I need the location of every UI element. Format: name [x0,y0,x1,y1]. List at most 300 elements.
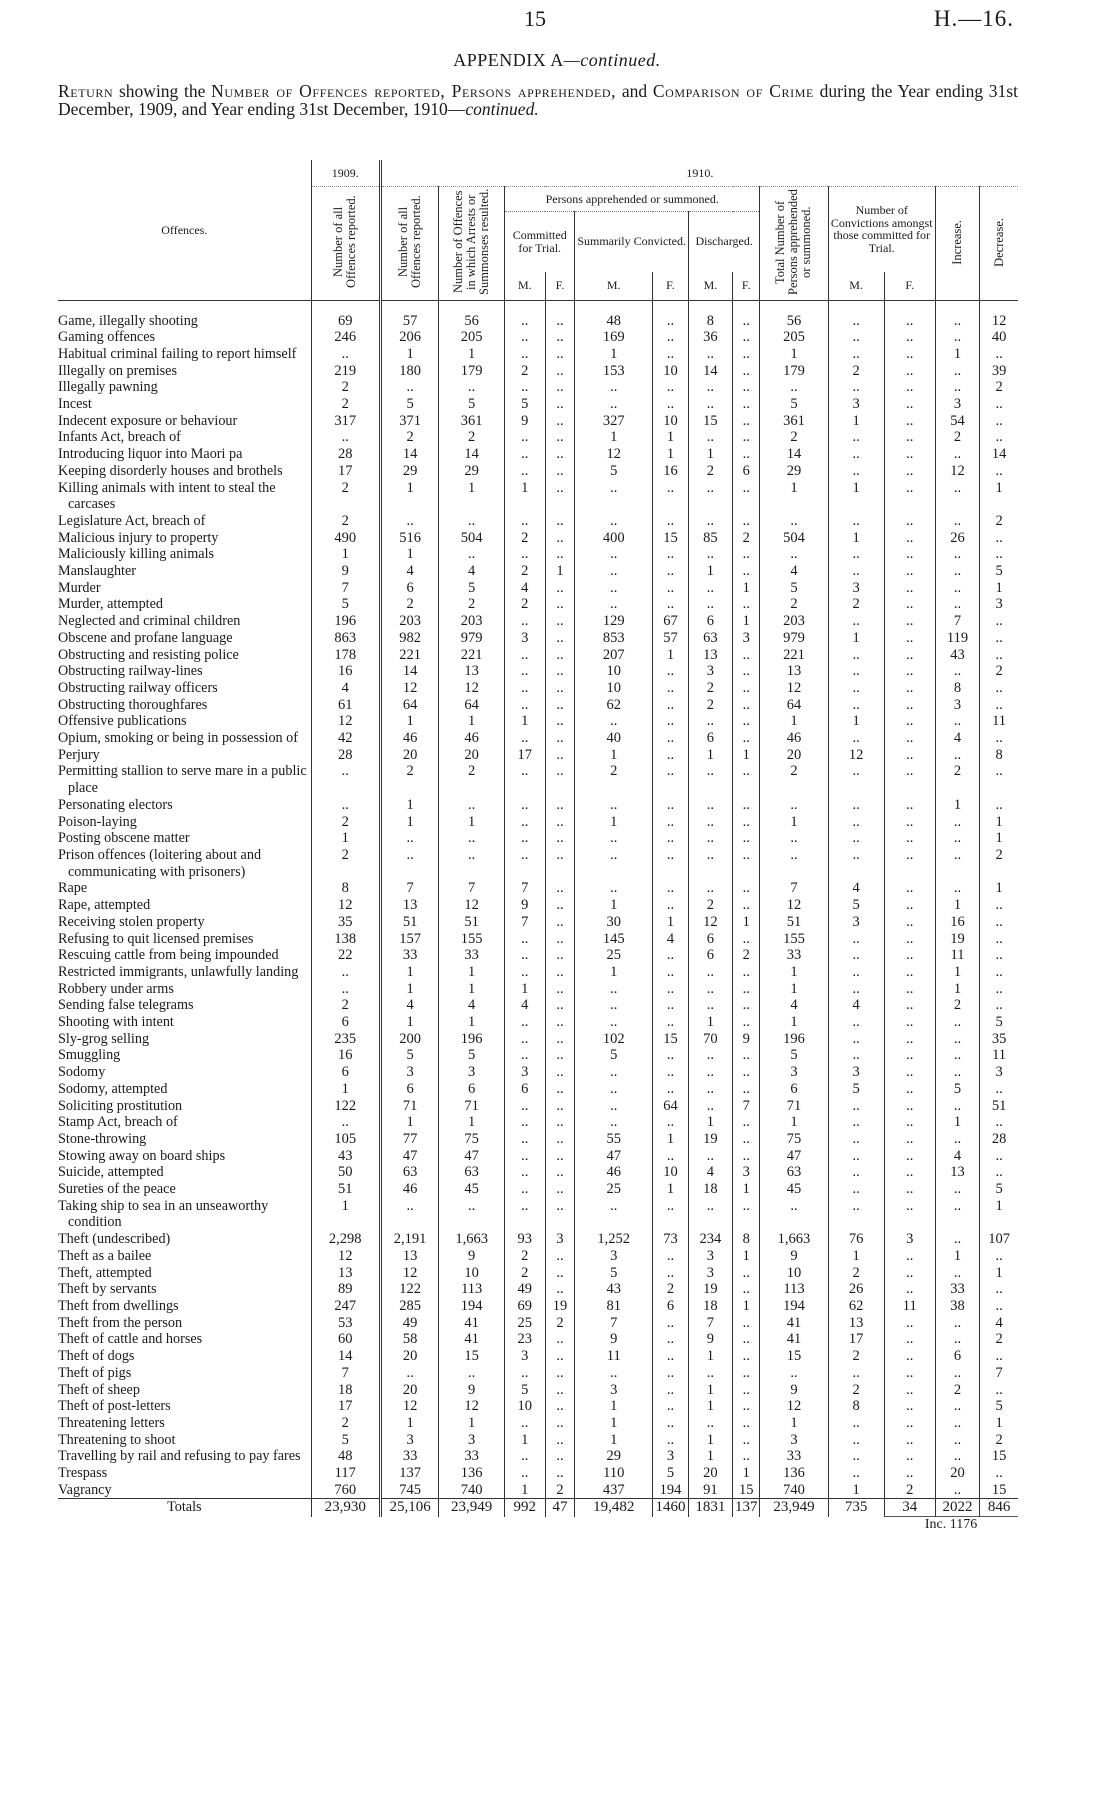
total-persons: 9 [760,1382,828,1399]
summarily-m: 55 [575,1131,653,1148]
table-row [58,1064,1018,1081]
discharged-f: .. [733,847,760,880]
summarily-m: 1 [575,814,653,831]
offence-name: Stowing away on board ships [58,1147,226,1164]
table-row [58,1348,1018,1365]
committed-f: .. [545,446,575,463]
convictions-f: .. [884,947,935,964]
discharged-m: 1 [688,1448,732,1465]
table-row [58,1382,1018,1399]
summarily-m: 207 [575,647,653,664]
increase: 20 [935,1465,979,1482]
arrests-count: .. [439,1198,505,1231]
summarily-m: .. [575,880,653,897]
summarily-f: .. [653,814,689,831]
summarily-f: 57 [653,630,689,647]
reported-1910: 1 [380,814,439,831]
reported-1909: 6 [311,1064,380,1081]
discharged-f: .. [733,997,760,1014]
increase: .. [935,1014,979,1031]
discharged-m: .. [688,1098,732,1115]
convictions-f: .. [884,329,935,346]
return-subject: Number of Offences reported, Persons apprehended, [211,81,617,101]
reported-1909-header: Number of all Offences reported. [311,187,380,301]
convictions-f: .. [884,1181,935,1198]
committed-f: .. [545,546,575,563]
committed-m: 49 [505,1281,546,1298]
return-prefix: Return [58,81,114,101]
reported-1910: 77 [380,1131,439,1148]
increase: 26 [935,530,979,547]
offence-name: Malicious injury to property [58,529,219,546]
arrests-count: 1 [439,480,505,513]
summarily-m: 29 [575,1448,653,1465]
convictions-f: .. [884,964,935,981]
offence-name: Trespass [58,1465,108,1482]
discharged-m: 19 [688,1131,732,1148]
summarily-f: .. [653,563,689,580]
decrease: .. [980,964,1018,981]
discharged-m: 1 [688,1432,732,1449]
committed-f: .. [545,329,575,346]
convictions-m: 2 [828,596,884,613]
total-persons: 4 [760,563,828,580]
reported-1910: 180 [380,363,439,380]
year-1909-header: 1909. [311,160,380,187]
decrease-header: Decrease. [980,187,1018,301]
discharged-f: .. [733,313,760,330]
reported-1909: 42 [311,730,380,747]
convictions-f: .. [884,730,935,747]
convictions-m: .. [828,1448,884,1465]
convictions-f: .. [884,1398,935,1415]
convictions-m: 1 [828,413,884,430]
convictions-f: .. [884,647,935,664]
reported-1909: 246 [311,329,380,346]
table-row [58,563,1018,580]
committed-f: .. [545,1031,575,1048]
discharged-f: .. [733,964,760,981]
increase: 1 [935,897,979,914]
committed-m: 6 [505,1081,546,1098]
summarily-f: .. [653,1114,689,1131]
committed-f: .. [545,931,575,948]
decrease: .. [980,947,1018,964]
increase: .. [935,363,979,380]
reported-1909: 2 [311,480,380,513]
reported-1910: .. [380,379,439,396]
discharged-m: 8 [688,313,732,330]
offence-name: Threatening letters [58,1414,165,1431]
discharged-m: .. [688,346,732,363]
discharged-m: .. [688,964,732,981]
total-committed-m: 992 [505,1499,546,1517]
committed-m: 7 [505,914,546,931]
reported-1910: 1 [380,964,439,981]
convictions-m: 5 [828,1081,884,1098]
increase: .. [935,1098,979,1115]
reported-1910: 12 [380,1265,439,1282]
reported-1909: 60 [311,1331,380,1348]
offence-name: Poison-laying [58,813,137,830]
summarily-f: .. [653,1331,689,1348]
increase: .. [935,329,979,346]
offence-name: Rape [58,880,88,897]
committed-m: .. [505,663,546,680]
committed-f: .. [545,730,575,747]
return-text-3: during the Year ending 31st December, 1909, and Year ending 31st December, 1910— [58,81,1018,119]
convictions-m: .. [828,546,884,563]
reported-1909: 14 [311,1348,380,1365]
summarily-f: 1 [653,647,689,664]
convictions-m: 1 [828,1482,884,1499]
appendix-title [0,50,1114,71]
summarily-m: 129 [575,613,653,630]
decrease: 2 [980,1432,1018,1449]
offence-name: Rape, attempted [58,897,151,914]
decrease: .. [980,1298,1018,1315]
decrease: 2 [980,847,1018,880]
total-persons: 1 [760,1415,828,1432]
return-comparison: Comparison of Crime [652,81,814,101]
increase: 3 [935,396,979,413]
increase: .. [935,747,979,764]
discharged-f: .. [733,1331,760,1348]
discharged-f: 7 [733,1098,760,1115]
reported-1909: 4 [311,680,380,697]
discharged-f: .. [733,1281,760,1298]
increase: .. [935,1181,979,1198]
arrests-count: 1 [439,1114,505,1131]
arrests-count: 15 [439,1348,505,1365]
arrests-count: 33 [439,1448,505,1465]
convictions-m: .. [828,1031,884,1048]
table-row [58,697,1018,714]
offence-name: Perjury [58,746,100,763]
committed-f: .. [545,313,575,330]
discharged-f: 8 [733,1231,760,1248]
convictions-f: .. [884,880,935,897]
convictions-m: 5 [828,897,884,914]
discharged-f: 9 [733,1031,760,1048]
total-persons: .. [760,847,828,880]
decrease: .. [980,697,1018,714]
offence-name: Offensive publications [58,713,187,730]
reported-1910: 5 [380,1047,439,1064]
summarily-f: 1 [653,1131,689,1148]
summarily-m: .. [575,1081,653,1098]
reported-1910: 200 [380,1031,439,1048]
discharged-f: .. [733,1014,760,1031]
convictions-m: .. [828,1148,884,1165]
arrests-count: 205 [439,329,505,346]
total-persons: .. [760,379,828,396]
reported-1909: 117 [311,1465,380,1482]
discharged-m: .. [688,797,732,814]
increase: 4 [935,1148,979,1165]
decrease: 1 [980,480,1018,513]
committed-m: .. [505,1031,546,1048]
committed-m: 3 [505,630,546,647]
convictions-m: .. [828,964,884,981]
convictions-m: 4 [828,880,884,897]
table-header [58,160,1018,300]
convictions-m: .. [828,563,884,580]
committed-m: .. [505,830,546,847]
arrests-count: .. [439,1365,505,1382]
summarily-m: .. [575,563,653,580]
convictions-m: .. [828,830,884,847]
summarily-f: .. [653,513,689,530]
discharged-m: .. [688,1148,732,1165]
committed-f: .. [545,429,575,446]
summarily-f: 1 [653,429,689,446]
discharged-m: 6 [688,947,732,964]
convictions-m: .. [828,613,884,630]
convictions-f: .. [884,814,935,831]
convictions-f: .. [884,1348,935,1365]
summarily-f: .. [653,596,689,613]
reported-1910: 12 [380,1398,439,1415]
reported-1910: 14 [380,663,439,680]
total-persons: 1 [760,1114,828,1131]
reported-1910: 33 [380,947,439,964]
offence-name: Shooting with intent [58,1014,174,1031]
committed-f: F. [545,272,575,300]
committed-f: .. [545,630,575,647]
summarily-f: 1 [653,1181,689,1198]
convictions-f: .. [884,763,935,796]
committed-m: 3 [505,1064,546,1081]
arrests-count: 740 [439,1482,505,1499]
discharged-m: .. [688,713,732,730]
return-continued: continued. [465,99,539,119]
discharged-f: .. [733,546,760,563]
arrests-count: 7 [439,880,505,897]
reported-1909: 5 [311,596,380,613]
arrests-count: 3 [439,1064,505,1081]
discharged-f: .. [733,713,760,730]
convictions-m: .. [828,463,884,480]
total-persons: 3 [760,1064,828,1081]
table-row [58,1365,1018,1382]
committed-f: .. [545,1081,575,1098]
increase: .. [935,580,979,597]
discharged-m: .. [688,596,732,613]
convictions-f: .. [884,580,935,597]
summarily-m: 81 [575,1298,653,1315]
reported-1909: 13 [311,1265,380,1282]
summarily-m: 1,252 [575,1231,653,1248]
discharged-m: .. [688,997,732,1014]
increase: .. [935,663,979,680]
table-row [58,313,1018,330]
reported-1910: .. [380,513,439,530]
total-persons: 63 [760,1164,828,1181]
increase: .. [935,1198,979,1231]
decrease: 1 [980,814,1018,831]
committed-m: .. [505,1114,546,1131]
decrease: 1 [980,830,1018,847]
decrease: .. [980,346,1018,363]
summarily-m: 1 [575,964,653,981]
committed-f: .. [545,1064,575,1081]
summarily-m: .. [575,1014,653,1031]
total-persons: 1 [760,480,828,513]
summarily-m: .. [575,1114,653,1131]
summarily-f: .. [653,897,689,914]
summarily-f: .. [653,1365,689,1382]
committed-m: 2 [505,563,546,580]
reported-1909: 1 [311,1081,380,1098]
offences-table [58,160,1018,1534]
reported-1910: 6 [380,580,439,597]
arrests-count: 2 [439,763,505,796]
decrease: 12 [980,313,1018,330]
committed-f: .. [545,1465,575,1482]
offence-name: Illegally pawning [58,379,158,396]
totals-label: Totals [58,1499,311,1517]
summarily-f: .. [653,964,689,981]
table-row [58,1098,1018,1115]
total-persons: 33 [760,947,828,964]
discharged-m: 18 [688,1298,732,1315]
offence-name: Obstructing and resisting police [58,646,239,663]
convictions-m: .. [828,797,884,814]
committed-f: .. [545,947,575,964]
summarily-f: 16 [653,463,689,480]
committed-m: .. [505,1198,546,1231]
offence-name: Permitting stallion to serve mare in a public place [58,763,307,797]
offence-name: Theft (undescribed) [58,1231,171,1248]
arrests-count: 155 [439,931,505,948]
offence-name: Sureties of the peace [58,1181,176,1198]
convictions-f: .. [884,1064,935,1081]
increase: .. [935,379,979,396]
committed-m: .. [505,964,546,981]
decrease: 7 [980,1365,1018,1382]
committed-f: .. [545,1348,575,1365]
decrease: .. [980,463,1018,480]
arrests-count: 12 [439,680,505,697]
discharged-f: .. [733,647,760,664]
convictions-f: .. [884,1281,935,1298]
reported-1910: 2 [380,596,439,613]
reported-1910: 157 [380,931,439,948]
decrease: 3 [980,1064,1018,1081]
summarily-f: .. [653,1432,689,1449]
increase: 1 [935,1248,979,1265]
committed-f: .. [545,797,575,814]
arrests-count: 51 [439,914,505,931]
discharged-m: 2 [688,463,732,480]
discharged-m: M. [688,272,732,300]
arrests-count: 46 [439,730,505,747]
decrease: 4 [980,1315,1018,1332]
summarily-f: .. [653,880,689,897]
summarily-f: .. [653,313,689,330]
convictions-f: .. [884,997,935,1014]
summarily-m: .. [575,1198,653,1231]
committed-f: .. [545,1098,575,1115]
decrease: 11 [980,1047,1018,1064]
increase: 2 [935,997,979,1014]
total-discharged-f: 137 [733,1499,760,1517]
increase: .. [935,596,979,613]
reported-1910: 1 [380,713,439,730]
totals-row [58,1499,1018,1517]
convictions-m: .. [828,663,884,680]
offence-name: Obscene and profane language [58,629,233,646]
reported-1909: 2 [311,513,380,530]
reported-1910: 4 [380,563,439,580]
convictions-f: 2 [884,1482,935,1499]
offence-name: Theft as a bailee [58,1247,152,1264]
table-row [58,1198,1018,1231]
offence-name: Murder, attempted [58,596,164,613]
reported-1910: 51 [380,914,439,931]
total-persons: 12 [760,1398,828,1415]
total-persons: 41 [760,1331,828,1348]
reported-1909: 2 [311,379,380,396]
table-row [58,763,1018,796]
decrease: 1 [980,1415,1018,1432]
convictions-f: .. [884,463,935,480]
convictions-f: .. [884,931,935,948]
reported-1909: 16 [311,663,380,680]
increase-header: Increase. [935,187,979,301]
total-reported-1910: 25,106 [380,1499,439,1517]
committed-m: .. [505,931,546,948]
increase: 12 [935,463,979,480]
reported-1910: 2 [380,429,439,446]
convictions-m: .. [828,1432,884,1449]
committed-f: .. [545,713,575,730]
summarily-f: .. [653,329,689,346]
discharged-m: .. [688,396,732,413]
increase: .. [935,513,979,530]
summarily-f: .. [653,1148,689,1165]
arrests-count: .. [439,830,505,847]
table-row [58,1114,1018,1131]
reported-1910: 49 [380,1315,439,1332]
summarily-f: .. [653,1315,689,1332]
convictions-f: .. [884,1448,935,1465]
committed-m: 2 [505,1265,546,1282]
net-increase: Inc. 1176 [884,1517,1018,1534]
discharged-f: .. [733,429,760,446]
reported-1909: 247 [311,1298,380,1315]
total-summarily-m: 19,482 [575,1499,653,1517]
summarily-m: .. [575,580,653,597]
summarily-f: .. [653,997,689,1014]
decrease: 51 [980,1098,1018,1115]
discharged-f: 3 [733,1164,760,1181]
convictions-f: .. [884,1331,935,1348]
reported-1910: 6 [380,1081,439,1098]
discharged-m: 1 [688,1014,732,1031]
offence-name: Obstructing thoroughfares [58,696,208,713]
committed-m: 1 [505,713,546,730]
year-1910-header: 1910. [380,160,1018,187]
arrests-count: .. [439,379,505,396]
reported-1909: 105 [311,1131,380,1148]
committed-f: .. [545,580,575,597]
discharged-f: .. [733,563,760,580]
reported-1909: 2 [311,814,380,831]
committed-m: 17 [505,747,546,764]
decrease: .. [980,680,1018,697]
